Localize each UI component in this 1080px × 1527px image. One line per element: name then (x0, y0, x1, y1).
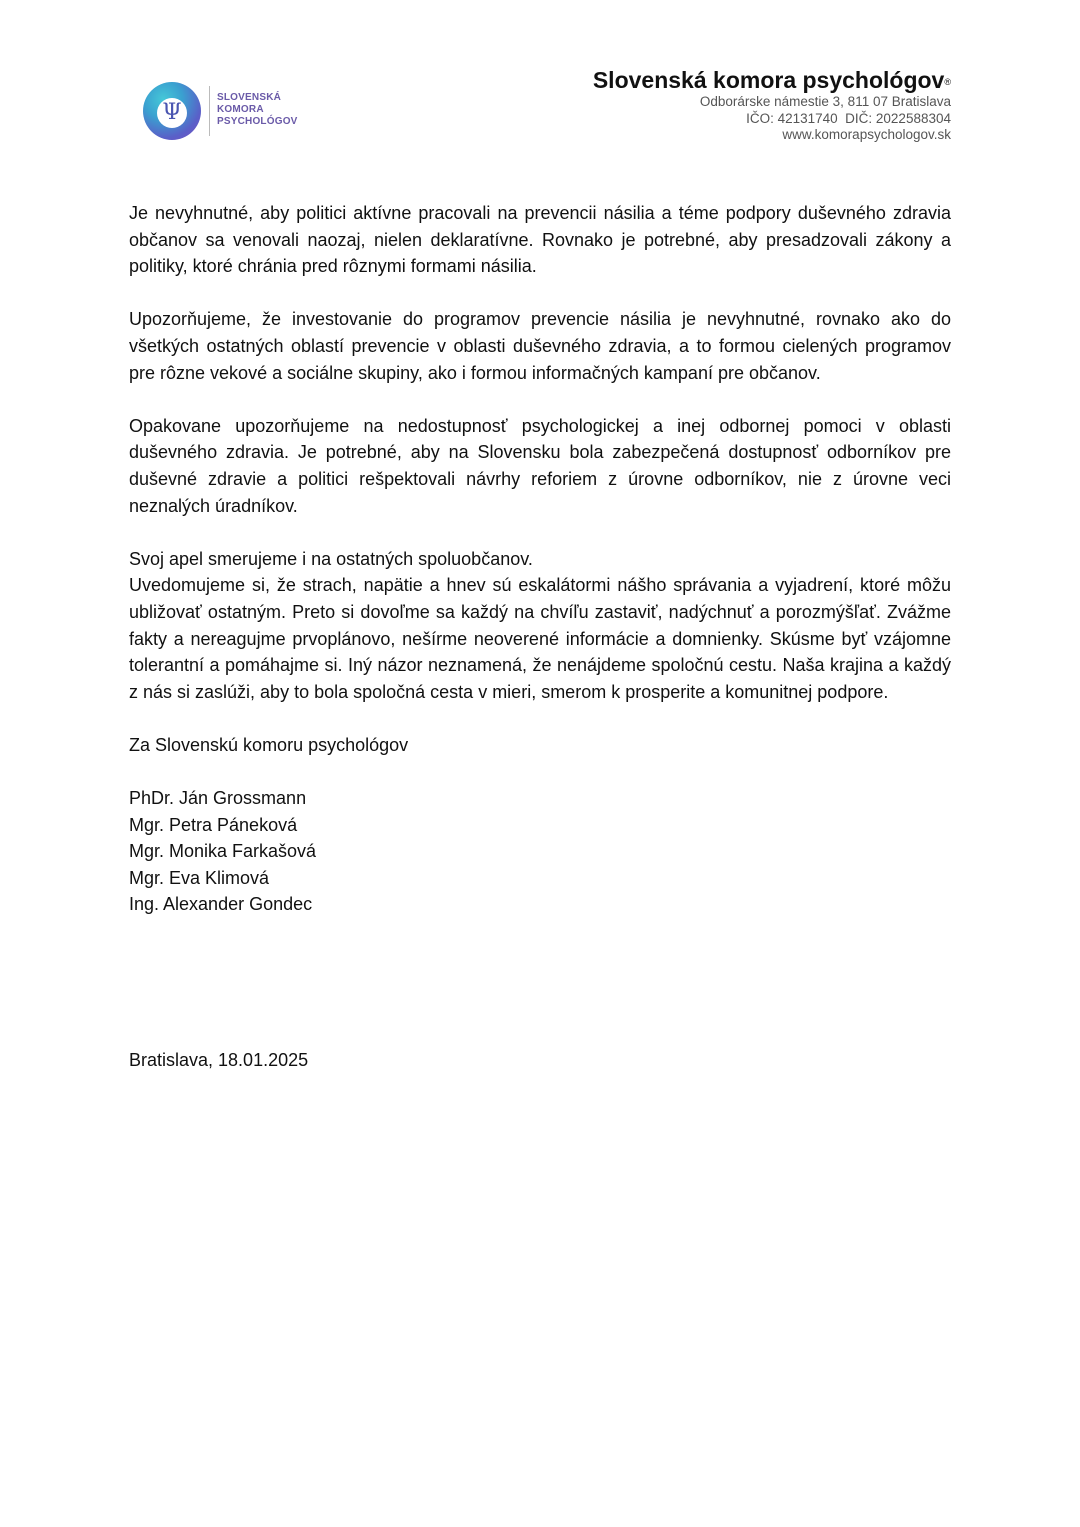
closing-line: Za Slovenskú komoru psychológov (129, 734, 409, 755)
paragraph: Svoj apel smerujeme i na ostatných spoluobčanov. (129, 548, 533, 569)
signatories (129, 785, 951, 918)
paragraph: Je nevyhnutné, aby politici aktívne pracovali na prevencii násilia a téme podpory duševného zdravia občanov sa venovali naozaj, nielen deklaratívne. Rovnako je potrebné, aby presadzovali zákony a politiky, ktoré chránia pred rôznymi formami násilia. (129, 203, 951, 277)
letter-body (129, 200, 951, 918)
paragraph: Opakovane upozorňujeme na nedostupnosť psychologickej a inej odbornej pomoci v oblasti duševného zdravia. Je potrebné, aby na Slovensku bola zabezpečená dostupnosť odborníkov pre duševné zdravie a politici rešpektovali návrhy reforiem z úrovne odborníkov, nie z úrovne veci neznalých úradníkov. (129, 415, 951, 516)
signatory: Ing. Alexander Gondec (129, 894, 313, 915)
logo-line: SLOVENSKÁ (217, 92, 282, 103)
signatory: Mgr. Petra Páneková (129, 814, 298, 835)
signatory: Mgr. Monika Farkašová (129, 841, 317, 862)
organization-logo (143, 80, 303, 142)
letterhead (593, 66, 951, 144)
logo-circle (143, 82, 201, 140)
signatory: PhDr. Ján Grossmann (129, 788, 307, 809)
paragraph: Upozorňujeme, že investovanie do programov prevencie násilia je nevyhnutné, rovnako ako do všetkých ostatných oblastí prevencie v oblasti duševného zdravia, a to formou cielených programov pre rôzne vekové a sociálne skupiny, ako i formou informačných kampaní pre občanov. (129, 309, 951, 383)
org-address: Odborárske námestie 3, 811 07 Bratislava (699, 94, 951, 109)
signatory: Mgr. Eva Klimová (129, 867, 270, 888)
logo-line: KOMORA (217, 104, 264, 115)
psi-icon: Ψ (157, 98, 187, 128)
org-name-text: Slovenská komora psychológov (592, 67, 945, 93)
logo-divider (209, 86, 210, 136)
org-website: www.komorapsychologov.sk (782, 127, 951, 142)
org-name (593, 66, 951, 94)
logo-line: PSYCHOLÓGOV (217, 116, 298, 127)
paragraph: Uvedomujeme si, že strach, napätie a hnev sú eskalátormi nášho správania a vyjadrení, ktoré môžu ubližovať ostatným. Preto si dovoľme sa každý na chvíľu zastaviť, nadýchnuť a porozmýšľať. Zvážme fakty a nereagujme prvoplánovo, nešírme neoverené informácie a domnienky. Skúsme byť vzájomne tolerantní a pomáhajme si. Iný názor neznamená, že nenájdeme spoločnú cestu. Naša krajina a každý z nás si zaslúži, aby to bola spoločná cesta v mieri, smerom k prosperite a komunitnej podpore. (129, 575, 951, 702)
org-ids: IČO: 42131740 DIČ: 2022588304 (746, 110, 951, 126)
place-date: Bratislava, 18.01.2025 (129, 1050, 309, 1070)
logo-text (217, 92, 298, 128)
registered-mark: ® (944, 77, 951, 87)
